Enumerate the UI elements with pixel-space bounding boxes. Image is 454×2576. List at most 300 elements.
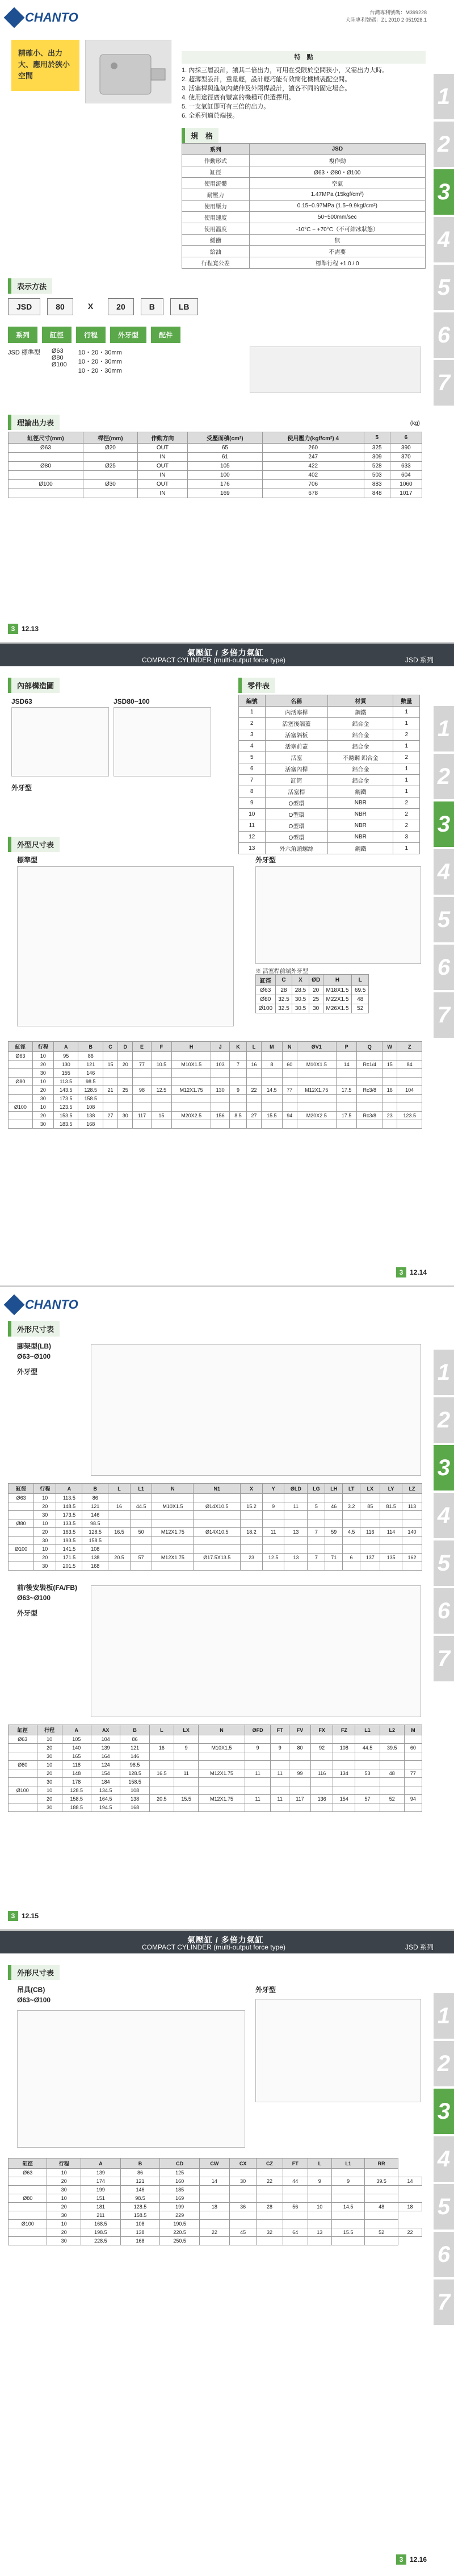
table-header: W bbox=[382, 1042, 397, 1052]
table-cell: 44.5 bbox=[130, 1502, 152, 1511]
table-cell: 108 bbox=[120, 2220, 160, 2228]
table-cell: Ø100 bbox=[9, 1786, 37, 1795]
table-cell bbox=[103, 1103, 117, 1112]
table-cell bbox=[262, 1078, 283, 1086]
table-cell: 123.5 bbox=[397, 1112, 422, 1120]
section-tabs bbox=[434, 1993, 454, 2327]
table-cell bbox=[108, 1562, 131, 1571]
table-cell bbox=[355, 1778, 380, 1786]
table-cell bbox=[297, 1078, 336, 1086]
table-header: AX bbox=[91, 1725, 120, 1735]
internal-drawing-80 bbox=[114, 707, 211, 776]
table-header: LY bbox=[380, 1484, 402, 1494]
table-cell: 15 bbox=[103, 1061, 117, 1069]
table-cell: 20 bbox=[47, 2203, 81, 2211]
table-cell bbox=[402, 1494, 422, 1502]
feature-item: 1. 內採三層設計，讓其二倍出力，可用在受限於空間狹小，又需出力大時。 bbox=[182, 67, 389, 74]
table-cell: 98.5 bbox=[120, 2194, 160, 2203]
table-cell bbox=[357, 1095, 382, 1103]
table-cell: 7 bbox=[230, 1061, 247, 1069]
table-cell: 10 bbox=[34, 1519, 56, 1528]
table-cell: 95 bbox=[54, 1052, 78, 1061]
table-cell: 168 bbox=[120, 2237, 160, 2245]
table-cell bbox=[194, 1519, 241, 1528]
table-cell bbox=[245, 1778, 271, 1786]
table-cell bbox=[402, 1545, 422, 1554]
table-cell: 181 bbox=[81, 2203, 121, 2211]
ext-table: 缸徑 C X ØD H L Ø63 28 28.5 20 M18X1.5 69.5 Ø80 32.5 30.5 25 M22X1.5 48 Ø100 32.5 30.5 30 M26X1.5 52 bbox=[255, 974, 369, 1013]
tab-7[interactable]: 7 bbox=[434, 2279, 454, 2325]
table-cell bbox=[397, 1052, 422, 1061]
table-cell bbox=[380, 1735, 404, 1744]
table-cell: 44.5 bbox=[355, 1744, 380, 1752]
table-cell: M12X1.75 bbox=[297, 1086, 336, 1095]
table-cell bbox=[297, 1095, 336, 1103]
table-cell bbox=[9, 1752, 37, 1761]
table-cell: 185 bbox=[160, 2186, 200, 2194]
table-row bbox=[9, 1778, 422, 1786]
table-cell: 15 bbox=[382, 1061, 397, 1069]
table-cell bbox=[311, 1778, 333, 1786]
table-cell bbox=[360, 1494, 380, 1502]
table-cell bbox=[9, 1069, 33, 1078]
table-cell bbox=[174, 1778, 199, 1786]
table-cell: 154 bbox=[333, 1795, 355, 1803]
table-cell: 16 bbox=[246, 1061, 261, 1069]
tab-4[interactable]: 4 bbox=[434, 849, 454, 895]
table-cell: 10.5 bbox=[151, 1061, 172, 1069]
table-cell bbox=[230, 1078, 247, 1086]
table-cell: 30 bbox=[37, 1778, 62, 1786]
table-cell bbox=[357, 1078, 382, 1086]
section-tabs bbox=[434, 1350, 454, 1684]
table-cell bbox=[336, 1069, 357, 1078]
table-cell bbox=[229, 2194, 256, 2203]
table-header: CW bbox=[199, 2159, 229, 2169]
table-cell bbox=[199, 2211, 229, 2220]
table-cell bbox=[289, 1803, 311, 1812]
table-cell: 228.5 bbox=[81, 2237, 121, 2245]
table-cell: 108 bbox=[78, 1103, 103, 1112]
table-header: ØLD bbox=[284, 1484, 308, 1494]
table-cell bbox=[199, 2169, 229, 2177]
table-cell: 81.5 bbox=[380, 1502, 402, 1511]
table-cell: Ø80 bbox=[9, 1078, 33, 1086]
table-cell bbox=[211, 1095, 230, 1103]
title-band: 氣壓缸 / 多倍力氣缸 COMPACT CYLINDER (multi-output force type) JSD 系列 bbox=[0, 1931, 454, 1953]
table-cell bbox=[9, 1769, 37, 1778]
tab-3[interactable]: 3 bbox=[434, 801, 454, 847]
table-cell bbox=[397, 1078, 422, 1086]
table-cell bbox=[172, 1120, 211, 1129]
page-3: CHANTO 1 2 3 4 5 6 7 外形尺寸表 腳架型(LB) Ø63~Ø100 外牙型 缸徑 行程 A B L L1 N N1 X Y ØLD LG LH LT LX LY LZ Ø63 10 113.5 86 20 148.5 121 16 44.5 M10X1.5 Ø14X10.5 15.2 9 11 5 46 3.2 85 81.5 113 30 173.5 146 Ø80 10 133.5 98.5 20 163.5 128.5 16.5 50 M12X1.75 Ø14X10.5 18.2 11 13 7 59 4.5 116 114 140 30 193.5 158.5 Ø100 10 141.5 108 20 171.5 138 20.5 57 M12X1.75 Ø17.5X13.5 23 12.5 13 7 71 6 137 135 162 30 201.5 168 前/後安裝板(FA/FB) Ø63~Ø100 外牙型 缸徑 行程 A AX B L LX N ØFD FT FV FX FZ L1 L2 M Ø63 10 105 104 86 20 140 139 121 16 9 M10X1.5 9 9 80 92 108 44.5 39.5 60 30 165 164 146 Ø80 10 118 124 98.5 20 148 154 128.5 16.5 11 M12X1.75 11 11 99 116 134 53 48 77 30 178 184 158.5 Ø100 10 128.5 134.5 108 20 158.5 164.5 138 20.5 15.5 M12X1.75 11 11 117 136 154 57 52 94 30 188.5 194.5 168 3 12.15 bbox=[0, 1285, 454, 1929]
table-cell: M12X1.75 bbox=[152, 1554, 194, 1562]
tab-5[interactable]: 5 bbox=[434, 265, 454, 310]
table-cell bbox=[246, 1052, 261, 1061]
table-cell bbox=[229, 2237, 256, 2245]
table-cell bbox=[103, 1120, 117, 1129]
table-cell: 130 bbox=[211, 1086, 230, 1095]
tab-1[interactable]: 1 bbox=[434, 74, 454, 119]
table-cell: 121 bbox=[120, 2177, 160, 2186]
table-cell bbox=[336, 1103, 357, 1112]
tab-4[interactable]: 4 bbox=[434, 1493, 454, 1538]
table-cell bbox=[343, 1545, 360, 1554]
brand-name: CHANTO bbox=[25, 10, 78, 24]
page-4: 氣壓缸 / 多倍力氣缸 COMPACT CYLINDER (multi-output force type) JSD 系列 1 2 3 4 5 6 7 外形尺寸表 吊具(CB) Ø63~Ø100 外牙型 缸徑 行程 A B CD CW CX CZ FT L L1 RR Ø63 10 139 86 125 20 174 121 160 14 30 22 44 9 9 39.5 14 30 199 146 185 Ø80 10 151 98.5 169 20 181 128.5 199 18 36 28 56 10 14.5 48 18 30 211 158.5 229 Ø100 10 168.5 108 190.5 20 198.5 138 220.5 22 45 32 64 13 15.5 52 22 30 228.5 168 250.5 3 12.16 bbox=[0, 1929, 454, 2573]
table-cell: 160 bbox=[160, 2177, 200, 2186]
table-cell bbox=[284, 1545, 308, 1554]
table-cell: 64 bbox=[283, 2228, 308, 2237]
table-cell bbox=[271, 1752, 289, 1761]
accessory-photos bbox=[250, 346, 421, 393]
table-header: CD bbox=[160, 2159, 200, 2169]
tab-1[interactable]: 1 bbox=[434, 1350, 454, 1395]
spec-table: 系列 JSD 作動形式 複作動 缸徑 Ø63・Ø80・Ø100 使用流體 空氣 耐壓力 1.47MPa (15kgf/cm²) 使用壓力 0.15~0.97MPa (1.5~9.9kgf/cm²) 使用速度 50~500mm/sec 使用溫度 -10°C ~ +70°C（不可結冰狀態） 緩衝 無 給油 不需要 行程寬公差 標準行程 +1.0 / 0 bbox=[182, 143, 426, 269]
feature-item: 5. 一支氣缸即可有三倍的出力。 bbox=[182, 103, 270, 110]
table-cell: 105 bbox=[62, 1735, 91, 1744]
table-cell bbox=[9, 2237, 47, 2245]
table-cell bbox=[284, 1494, 308, 1502]
table-cell bbox=[230, 1120, 247, 1129]
table-cell: 13 bbox=[284, 1528, 308, 1537]
table-cell bbox=[262, 1095, 283, 1103]
table-cell bbox=[149, 1761, 174, 1769]
table-cell: 4.5 bbox=[343, 1528, 360, 1537]
table-cell bbox=[257, 2169, 283, 2177]
table-cell bbox=[229, 2211, 256, 2220]
cb-table bbox=[8, 2158, 422, 2245]
table-cell bbox=[271, 1778, 289, 1786]
table-cell: 22 bbox=[398, 2228, 422, 2237]
table-cell: 98.5 bbox=[120, 1761, 149, 1769]
table-cell bbox=[257, 2237, 283, 2245]
page-2: 氣壓缸 / 多倍力氣缸 COMPACT CYLINDER (multi-output force type) JSD 系列 1 2 3 4 5 6 7 內部構造圖 JSD63 JSD80~100 外牙型 零件表 編號 名稱 材質 數量 1 內活塞桿 鋼鐵 1 2 活塞後端蓋 鋁合金 1 3 活塞隔板 鋁合金 2 4 活塞前蓋 鋁合金 1 5 活塞 不銹鋼 鋁合金 2 6 活塞內桿 鋁合金 1 7 缸筒 鋁合金 1 8 活塞桿 鋼鐵 1 9 O型環 NBR 2 10 O型環 NBR 2 11 O型環 NBR 2 12 O型環 NBR 3 13 外六角頭螺絲 鋼鐵 1 外型尺寸表 標準型 外牙型 ※ 活塞桿前端外牙型 缸徑 C X ØD H L Ø63 28 28.5 20 M18X1.5 69.5 Ø80 32.5 30.5 25 M22X1.5 48 Ø100 32.5 30.5 30 M26X1.5 52 缸徑 行程 A B C D E F H J K L M N ØV1 P Q W Z Ø63 10 95 86 20 130 121 15 20 77 10.5 M10X1.5 103 7 16 8 60 M10X1.5 14 Rc1/4 15 84 30 155 146 Ø80 10 113.5 98.5 20 143.5 128.5 21 25 98 12.5 M12X1.75 130 9 22 14.5 77 M12X1.75 17.5 Rc3/8 16 104 30 173.5 158.5 Ø100 10 123.5 108 20 153.5 138 27 30 117 15 M20X2.5 156 8.5 27 15.5 94 M20X2.5 17.5 Rc3/8 23 123.5 30 183.5 168 3 12.14 bbox=[0, 642, 454, 1285]
table-cell bbox=[149, 1752, 174, 1761]
table-cell bbox=[311, 1761, 333, 1769]
table-cell: 158.5 bbox=[62, 1795, 91, 1803]
table-header: L bbox=[108, 1484, 131, 1494]
table-cell: M12X1.75 bbox=[172, 1086, 211, 1095]
table-cell: 22 bbox=[257, 2177, 283, 2186]
tab-2[interactable]: 2 bbox=[434, 122, 454, 167]
table-cell: 48 bbox=[365, 2203, 398, 2211]
table-cell: 16.5 bbox=[108, 1528, 131, 1537]
table-cell: 27 bbox=[246, 1112, 261, 1120]
table-cell bbox=[404, 1803, 422, 1812]
table-cell bbox=[271, 1761, 289, 1769]
tab-7[interactable]: 7 bbox=[434, 360, 454, 406]
table-cell bbox=[118, 1103, 133, 1112]
table-cell: 11 bbox=[245, 1769, 271, 1778]
table-cell bbox=[9, 1778, 37, 1786]
tab-3[interactable]: 3 bbox=[434, 1445, 454, 1491]
table-cell: Ø80 bbox=[9, 1761, 37, 1769]
table-cell: 86 bbox=[82, 1494, 108, 1502]
table-cell: 158.5 bbox=[82, 1537, 108, 1545]
tab-2[interactable]: 2 bbox=[434, 2041, 454, 2086]
table-cell: Rc1/4 bbox=[357, 1061, 382, 1069]
table-cell: 10 bbox=[37, 1786, 62, 1795]
table-cell: 113.5 bbox=[56, 1494, 82, 1502]
outer-title: 外形尺寸表 bbox=[8, 1965, 60, 1980]
tab-5[interactable]: 5 bbox=[434, 897, 454, 942]
table-cell bbox=[245, 1786, 271, 1795]
table-row bbox=[9, 1095, 422, 1103]
table-cell: 20 bbox=[118, 1061, 133, 1069]
tab-1[interactable]: 1 bbox=[434, 1993, 454, 2039]
table-cell: 52 bbox=[380, 1795, 404, 1803]
cb-drawing bbox=[17, 2010, 245, 2148]
table-cell bbox=[404, 1752, 422, 1761]
table-cell: 71 bbox=[325, 1554, 343, 1562]
table-cell: 10 bbox=[34, 1545, 56, 1554]
tab-2[interactable]: 2 bbox=[434, 754, 454, 799]
table-cell: Ø100 bbox=[9, 2220, 47, 2228]
table-cell bbox=[9, 2177, 47, 2186]
table-cell: 9 bbox=[308, 2177, 331, 2186]
table-cell bbox=[151, 1103, 172, 1112]
table-cell bbox=[365, 2220, 398, 2228]
table-cell bbox=[151, 1052, 172, 1061]
tab-7[interactable]: 7 bbox=[434, 1636, 454, 1681]
table-cell bbox=[262, 1511, 284, 1519]
tab-3[interactable]: 3 bbox=[434, 169, 454, 215]
table-cell: 108 bbox=[82, 1545, 108, 1554]
table-cell: 20 bbox=[47, 2228, 81, 2237]
outer-title: 外形尺寸表 bbox=[8, 1321, 60, 1337]
table-cell bbox=[199, 2194, 229, 2203]
table-header: F bbox=[151, 1042, 172, 1052]
table-cell bbox=[336, 1052, 357, 1061]
table-cell bbox=[357, 1120, 382, 1129]
table-row bbox=[9, 2211, 422, 2220]
table-cell bbox=[360, 1511, 380, 1519]
table-header: L bbox=[149, 1725, 174, 1735]
table-cell: 92 bbox=[311, 1744, 333, 1752]
table-cell bbox=[172, 1052, 211, 1061]
table-cell: 135 bbox=[380, 1554, 402, 1562]
table-cell bbox=[9, 1095, 33, 1103]
tab-2[interactable]: 2 bbox=[434, 1397, 454, 1443]
table-header: D bbox=[118, 1042, 133, 1052]
table-cell bbox=[382, 1052, 397, 1061]
table-cell: 137 bbox=[360, 1554, 380, 1562]
table-cell bbox=[283, 2186, 308, 2194]
table-cell bbox=[199, 1735, 245, 1744]
table-cell: 15 bbox=[151, 1112, 172, 1120]
table-cell: 139 bbox=[81, 2169, 121, 2177]
section-tabs bbox=[434, 706, 454, 1040]
table-cell: 98.5 bbox=[82, 1519, 108, 1528]
table-cell: 39.5 bbox=[365, 2177, 398, 2186]
table-cell: 7 bbox=[308, 1554, 325, 1562]
table-cell: 9 bbox=[271, 1744, 289, 1752]
table-cell bbox=[380, 1562, 402, 1571]
table-row bbox=[9, 1545, 422, 1554]
table-cell bbox=[380, 1519, 402, 1528]
table-cell bbox=[402, 1519, 422, 1528]
tab-7[interactable]: 7 bbox=[434, 992, 454, 1038]
feature-item: 6. 全系列適於端接。 bbox=[182, 112, 239, 119]
table-cell: 128.5 bbox=[82, 1528, 108, 1537]
table-header: B bbox=[78, 1042, 103, 1052]
table-cell bbox=[360, 1519, 380, 1528]
table-header: FT bbox=[283, 2159, 308, 2169]
table-row bbox=[9, 2169, 422, 2177]
order-title: 表示方法 bbox=[8, 278, 52, 294]
table-cell bbox=[333, 1752, 355, 1761]
table-cell: 158.5 bbox=[78, 1095, 103, 1103]
table-cell: 6 bbox=[343, 1554, 360, 1562]
table-row bbox=[9, 1761, 422, 1769]
table-header: N bbox=[199, 1725, 245, 1735]
tab-5[interactable]: 5 bbox=[434, 1540, 454, 1586]
tab-6[interactable]: 6 bbox=[434, 2232, 454, 2277]
table-cell bbox=[343, 1519, 360, 1528]
table-cell: 184 bbox=[91, 1778, 120, 1786]
table-row bbox=[9, 2194, 422, 2203]
table-cell: 20 bbox=[37, 1744, 62, 1752]
table-row bbox=[9, 1744, 422, 1752]
table-cell bbox=[9, 2186, 47, 2194]
table-header: 缸徑 bbox=[9, 1042, 33, 1052]
table-cell: 50 bbox=[130, 1528, 152, 1537]
table-cell bbox=[308, 1494, 325, 1502]
table-cell: 10 bbox=[32, 1052, 53, 1061]
table-cell: Ø63 bbox=[9, 2169, 47, 2177]
table-header: E bbox=[133, 1042, 151, 1052]
table-cell bbox=[297, 1052, 336, 1061]
table-cell: 158.5 bbox=[120, 1778, 149, 1786]
tab-4[interactable]: 4 bbox=[434, 217, 454, 262]
table-header: L1 bbox=[331, 2159, 365, 2169]
table-cell bbox=[331, 2211, 365, 2220]
table-cell bbox=[380, 1494, 402, 1502]
table-cell: 30 bbox=[32, 1120, 53, 1129]
table-cell bbox=[282, 1095, 297, 1103]
table-cell bbox=[282, 1120, 297, 1129]
table-cell: 36 bbox=[229, 2203, 256, 2211]
table-cell bbox=[325, 1519, 343, 1528]
table-cell bbox=[151, 1078, 172, 1086]
table-cell bbox=[103, 1078, 117, 1086]
table-cell: 20 bbox=[34, 1502, 56, 1511]
table-cell: 9 bbox=[331, 2177, 365, 2186]
table-cell: 201.5 bbox=[56, 1562, 82, 1571]
table-cell: 220.5 bbox=[160, 2228, 200, 2237]
table-row bbox=[9, 1752, 422, 1761]
table-cell bbox=[130, 1545, 152, 1554]
tab-3[interactable]: 3 bbox=[434, 2089, 454, 2134]
tab-6[interactable]: 6 bbox=[434, 945, 454, 990]
table-row bbox=[9, 1769, 422, 1778]
table-cell bbox=[325, 1494, 343, 1502]
table-header: C bbox=[103, 1042, 117, 1052]
table-cell: 104 bbox=[397, 1086, 422, 1095]
table-cell bbox=[151, 1120, 172, 1129]
table-cell bbox=[130, 1519, 152, 1528]
table-cell: 199 bbox=[160, 2203, 200, 2211]
table-cell: 11 bbox=[245, 1795, 271, 1803]
table-header: 行程 bbox=[32, 1042, 53, 1052]
table-cell bbox=[355, 1752, 380, 1761]
table-cell: 168.5 bbox=[81, 2220, 121, 2228]
table-cell bbox=[365, 2186, 398, 2194]
tab-5[interactable]: 5 bbox=[434, 2184, 454, 2230]
table-cell: 117 bbox=[289, 1795, 311, 1803]
table-cell: 198.5 bbox=[81, 2228, 121, 2237]
table-cell bbox=[262, 1103, 283, 1112]
table-cell bbox=[308, 1562, 325, 1571]
lb-drawing bbox=[91, 1344, 421, 1476]
table-header: N bbox=[282, 1042, 297, 1052]
tab-1[interactable]: 1 bbox=[434, 706, 454, 751]
table-header: A bbox=[56, 1484, 82, 1494]
table-header: L bbox=[246, 1042, 261, 1052]
order-code-row: JSD 80 X 20 B LB bbox=[8, 298, 198, 315]
table-cell: 10 bbox=[37, 1761, 62, 1769]
tab-4[interactable]: 4 bbox=[434, 2136, 454, 2182]
table-row bbox=[9, 1069, 422, 1078]
order-detail: JSD 標準型 Ø63 Ø80 Ø100 10・20・30mm 10・20・30mm 10・20・30mm bbox=[8, 348, 122, 374]
table-cell: 108 bbox=[333, 1744, 355, 1752]
table-cell bbox=[343, 1562, 360, 1571]
table-header: LG bbox=[308, 1484, 325, 1494]
table-cell bbox=[246, 1120, 261, 1129]
page-number: 3 12.13 bbox=[8, 624, 39, 634]
table-header: M bbox=[262, 1042, 283, 1052]
table-cell bbox=[9, 1502, 34, 1511]
table-cell bbox=[257, 2194, 283, 2203]
table-cell bbox=[172, 1095, 211, 1103]
table-cell: 20.5 bbox=[149, 1795, 174, 1803]
table-cell: 15.5 bbox=[262, 1112, 283, 1120]
table-cell: 11 bbox=[174, 1769, 199, 1778]
theory-title: 理論出力表 bbox=[8, 415, 60, 430]
tab-6[interactable]: 6 bbox=[434, 312, 454, 358]
table-cell: 121 bbox=[82, 1502, 108, 1511]
table-cell bbox=[262, 1052, 283, 1061]
table-cell bbox=[194, 1494, 241, 1502]
table-cell bbox=[380, 1803, 404, 1812]
table-cell: 146 bbox=[78, 1069, 103, 1078]
table-cell: Ø80 bbox=[9, 2194, 47, 2203]
table-cell: 9 bbox=[174, 1744, 199, 1752]
table-row bbox=[9, 1103, 422, 1112]
table-cell: 154 bbox=[91, 1769, 120, 1778]
table-cell: 13 bbox=[284, 1554, 308, 1562]
table-cell bbox=[9, 1120, 33, 1129]
table-header: L1 bbox=[130, 1484, 152, 1494]
table-cell: 116 bbox=[311, 1769, 333, 1778]
table-cell: 14 bbox=[199, 2177, 229, 2186]
table-header: L bbox=[308, 2159, 331, 2169]
table-cell: 114 bbox=[380, 1528, 402, 1537]
table-cell: M12X1.75 bbox=[199, 1769, 245, 1778]
product-photo bbox=[85, 40, 171, 103]
parts-table: 編號 名稱 材質 數量 1 內活塞桿 鋼鐵 1 2 活塞後端蓋 鋁合金 1 3 活塞隔板 鋁合金 2 4 活塞前蓋 鋁合金 1 5 活塞 不銹鋼 鋁合金 2 6 活塞內桿 鋁合金 1 7 缸筒 鋁合金 1 8 活塞桿 鋼鐵 1 9 O型環 NBR 2 10 O型環 NBR 2 11 O型環 NBR 2 12 O型環 NBR 3 13 外六角頭螺絲 鋼鐵 1 bbox=[238, 695, 420, 854]
table-cell: Ø14X10.5 bbox=[194, 1528, 241, 1537]
tab-6[interactable]: 6 bbox=[434, 1588, 454, 1634]
table-cell bbox=[245, 1735, 271, 1744]
table-cell bbox=[289, 1735, 311, 1744]
table-cell bbox=[289, 1761, 311, 1769]
table-cell bbox=[360, 1545, 380, 1554]
table-cell: 169 bbox=[160, 2194, 200, 2203]
table-cell bbox=[382, 1078, 397, 1086]
table-cell: 20 bbox=[32, 1112, 53, 1120]
